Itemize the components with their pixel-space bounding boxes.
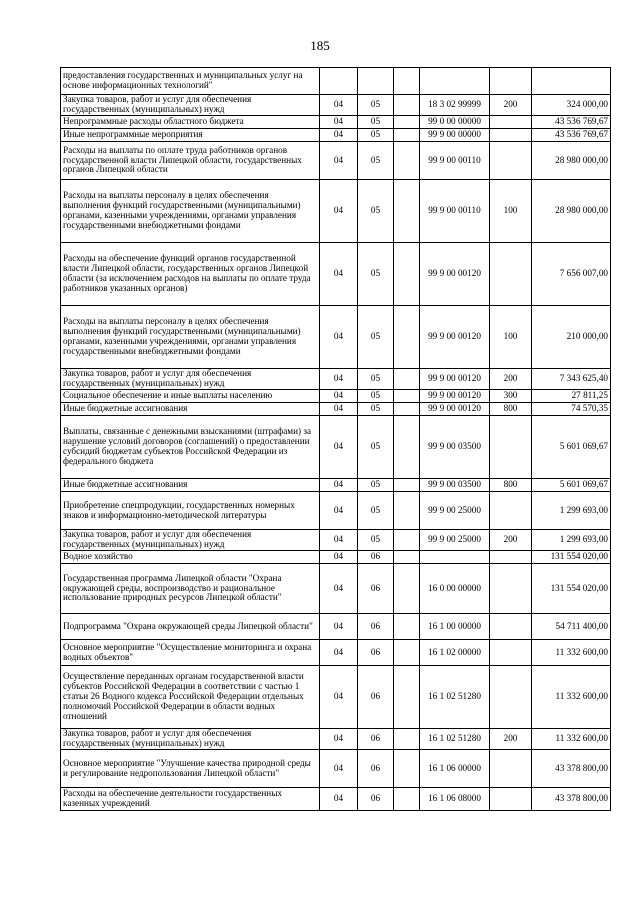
row-expense-type	[490, 640, 532, 666]
row-section-code: 05	[358, 180, 394, 243]
row-expense-type	[490, 116, 532, 129]
row-ved-code: 04	[320, 243, 358, 306]
row-amount: 43 536 769,67	[532, 116, 611, 129]
table-row	[61, 116, 611, 129]
row-name: Закупка товаров, работ и услуг для обеспечения государственных (муниципальных) нужд	[61, 729, 320, 750]
row-ved-code: 04	[320, 750, 358, 788]
row-expense-type	[490, 129, 532, 142]
row-section-code: 05	[358, 243, 394, 306]
row-expense-type	[490, 492, 532, 530]
row-subsection-code	[394, 142, 420, 180]
row-expense-type: 200	[490, 369, 532, 390]
row-name: Расходы на выплаты персоналу в целях обеспечения выполнения функций государственными (муниципальными) органами, казенными учреждениями, органами управления государственными внебюджетными фондами	[61, 306, 320, 369]
row-section-code: 06	[358, 640, 394, 666]
row-subsection-code	[394, 369, 420, 390]
row-expense-type	[490, 788, 532, 811]
row-target-article	[420, 68, 490, 95]
row-target-article: 16 1 06 00000	[420, 750, 490, 788]
row-subsection-code	[394, 729, 420, 750]
row-subsection-code	[394, 564, 420, 614]
row-name: Подпрограмма "Охрана окружающей среды Липецкой области"	[61, 614, 320, 640]
table-row	[61, 243, 611, 306]
row-ved-code: 04	[320, 416, 358, 479]
row-amount: 1 299 693,00	[532, 530, 611, 551]
row-subsection-code	[394, 180, 420, 243]
row-amount: 1 299 693,00	[532, 492, 611, 530]
row-expense-type: 800	[490, 403, 532, 416]
row-expense-type	[490, 750, 532, 788]
row-section-code: 05	[358, 403, 394, 416]
row-target-article: 99 9 00 03500	[420, 479, 490, 492]
row-ved-code: 04	[320, 142, 358, 180]
row-target-article: 16 1 00 00000	[420, 614, 490, 640]
row-subsection-code	[394, 403, 420, 416]
row-amount: 11 332 600,00	[532, 666, 611, 729]
row-ved-code: 04	[320, 306, 358, 369]
table-row	[61, 129, 611, 142]
row-target-article: 99 9 00 00120	[420, 243, 490, 306]
row-target-article: 99 9 00 00000	[420, 129, 490, 142]
row-subsection-code	[394, 788, 420, 811]
table-body	[61, 68, 611, 811]
table-row	[61, 640, 611, 666]
row-amount: 131 554 020,00	[532, 551, 611, 564]
row-name: Расходы на выплаты по оплате труда работников органов государственной власти Липецкой области, государственных органов Липецкой области	[61, 142, 320, 180]
table-row	[61, 95, 611, 116]
row-name: Закупка товаров, работ и услуг для обеспечения государственных (муниципальных) нужд	[61, 530, 320, 551]
table-row	[61, 530, 611, 551]
row-ved-code: 04	[320, 788, 358, 811]
table-row	[61, 390, 611, 403]
row-ved-code: 04	[320, 564, 358, 614]
row-subsection-code	[394, 492, 420, 530]
row-expense-type	[490, 614, 532, 640]
row-target-article: 99 0 00 00000	[420, 116, 490, 129]
row-name: Социальное обеспечение и иные выплаты населению	[61, 390, 320, 403]
row-name: Иные бюджетные ассигнования	[61, 479, 320, 492]
page-number: 185	[310, 38, 330, 53]
row-target-article: 99 9 00 25000	[420, 530, 490, 551]
row-amount: 74 570,35	[532, 403, 611, 416]
row-target-article: 99 9 00 00120	[420, 306, 490, 369]
row-target-article: 99 9 00 00120	[420, 403, 490, 416]
row-section-code: 05	[358, 95, 394, 116]
row-ved-code	[320, 68, 358, 95]
row-ved-code: 04	[320, 479, 358, 492]
row-name: Осуществление переданных органам государственной власти субъектов Российской Федерации в соответствии с частью 1 статьи 26 Водного кодекса Российской Федерации отдельных полномочий Российской Федерации в области водных отношений	[61, 666, 320, 729]
table-row	[61, 180, 611, 243]
row-subsection-code	[394, 750, 420, 788]
row-expense-type	[490, 142, 532, 180]
row-expense-type: 200	[490, 729, 532, 750]
row-subsection-code	[394, 390, 420, 403]
row-expense-type	[490, 243, 532, 306]
row-target-article: 99 9 00 00110	[420, 180, 490, 243]
row-target-article: 18 3 02 99999	[420, 95, 490, 116]
row-name: Выплаты, связанные с денежными взысканиями (штрафами) за нарушение условий договоров (соглашений) о предоставлении субсидий бюджетам субъектов Российской Федерации из федерального бюджета	[61, 416, 320, 479]
table-row	[61, 750, 611, 788]
row-expense-type: 200	[490, 530, 532, 551]
table-row	[61, 403, 611, 416]
row-section-code: 05	[358, 416, 394, 479]
row-target-article: 99 9 00 00120	[420, 390, 490, 403]
row-ved-code: 04	[320, 180, 358, 243]
row-section-code: 05	[358, 369, 394, 390]
table-row	[61, 788, 611, 811]
row-ved-code: 04	[320, 530, 358, 551]
row-subsection-code	[394, 243, 420, 306]
row-name: Иные непрограммные мероприятия	[61, 129, 320, 142]
row-amount	[532, 68, 611, 95]
table-row	[61, 551, 611, 564]
row-section-code: 05	[358, 116, 394, 129]
row-amount: 54 711 400,00	[532, 614, 611, 640]
row-ved-code: 04	[320, 369, 358, 390]
row-target-article: 16 0 00 00000	[420, 564, 490, 614]
row-amount: 7 343 625,40	[532, 369, 611, 390]
table-row	[61, 564, 611, 614]
row-subsection-code	[394, 614, 420, 640]
table-row	[61, 479, 611, 492]
row-subsection-code	[394, 530, 420, 551]
row-section-code: 06	[358, 551, 394, 564]
row-ved-code: 04	[320, 129, 358, 142]
row-amount: 5 601 069,67	[532, 416, 611, 479]
row-expense-type: 800	[490, 479, 532, 492]
row-amount: 324 000,00	[532, 95, 611, 116]
row-section-code: 05	[358, 492, 394, 530]
row-subsection-code	[394, 551, 420, 564]
row-section-code: 05	[358, 129, 394, 142]
row-ved-code: 04	[320, 95, 358, 116]
row-expense-type	[490, 564, 532, 614]
row-name: Водное хозяйство	[61, 551, 320, 564]
row-name: Расходы на выплаты персоналу в целях обеспечения выполнения функций государственными (муниципальными) органами, казенными учреждениями, органами управления государственными внебюджетными фондами	[61, 180, 320, 243]
row-target-article: 16 1 02 51280	[420, 729, 490, 750]
table-row	[61, 614, 611, 640]
row-target-article: 99 9 00 00110	[420, 142, 490, 180]
row-ved-code: 04	[320, 492, 358, 530]
row-amount: 43 536 769,67	[532, 129, 611, 142]
row-ved-code: 04	[320, 390, 358, 403]
row-target-article: 16 1 02 51280	[420, 666, 490, 729]
row-section-code: 06	[358, 614, 394, 640]
row-section-code: 06	[358, 564, 394, 614]
table-row	[61, 68, 611, 95]
row-name: Закупка товаров, работ и услуг для обеспечения государственных (муниципальных) нужд	[61, 369, 320, 390]
row-amount: 11 332 600,00	[532, 729, 611, 750]
row-ved-code: 04	[320, 614, 358, 640]
row-target-article: 99 9 00 03500	[420, 416, 490, 479]
row-ved-code: 04	[320, 640, 358, 666]
row-expense-type	[490, 416, 532, 479]
table-row	[61, 666, 611, 729]
table-row	[61, 729, 611, 750]
row-amount: 7 656 007,00	[532, 243, 611, 306]
row-amount: 28 980 000,00	[532, 180, 611, 243]
row-section-code: 06	[358, 750, 394, 788]
row-name: Закупка товаров, работ и услуг для обеспечения государственных (муниципальных) нужд	[61, 95, 320, 116]
row-name: Расходы на обеспечение деятельности государственных казенных учреждений	[61, 788, 320, 811]
budget-table	[60, 67, 611, 811]
row-amount: 210 000,00	[532, 306, 611, 369]
table-row	[61, 306, 611, 369]
row-name: Расходы на обеспечение функций органов государственной власти Липецкой области, государственных органов Липецкой области (за исключением расходов на выплаты по оплате труда работников указанных органов)	[61, 243, 320, 306]
row-section-code: 06	[358, 666, 394, 729]
row-target-article: 99 9 00 00120	[420, 369, 490, 390]
table-row	[61, 492, 611, 530]
row-expense-type: 100	[490, 180, 532, 243]
row-section-code: 06	[358, 788, 394, 811]
row-amount: 11 332 600,00	[532, 640, 611, 666]
row-subsection-code	[394, 116, 420, 129]
row-ved-code: 04	[320, 116, 358, 129]
row-name: Приобретение спецпродукции, государственных номерных знаков и информационно-методической литературы	[61, 492, 320, 530]
row-amount: 43 378 800,00	[532, 788, 611, 811]
row-amount: 5 601 069,67	[532, 479, 611, 492]
row-ved-code: 04	[320, 729, 358, 750]
row-amount: 131 554 020,00	[532, 564, 611, 614]
row-expense-type	[490, 551, 532, 564]
row-section-code: 05	[358, 390, 394, 403]
row-target-article: 16 1 06 08000	[420, 788, 490, 811]
row-target-article	[420, 551, 490, 564]
row-subsection-code	[394, 416, 420, 479]
row-section-code: 05	[358, 142, 394, 180]
row-amount: 43 378 800,00	[532, 750, 611, 788]
row-name: Непрограммные расходы областного бюджета	[61, 116, 320, 129]
row-expense-type: 100	[490, 306, 532, 369]
row-section-code	[358, 68, 394, 95]
row-subsection-code	[394, 640, 420, 666]
row-ved-code: 04	[320, 403, 358, 416]
row-ved-code: 04	[320, 551, 358, 564]
row-expense-type	[490, 68, 532, 95]
row-subsection-code	[394, 68, 420, 95]
row-target-article: 99 9 00 25000	[420, 492, 490, 530]
row-section-code: 05	[358, 530, 394, 551]
row-ved-code: 04	[320, 666, 358, 729]
row-name: Государственная программа Липецкой области "Охрана окружающей среды, воспроизводство и рациональное использование природных ресурсов Липецкой области"	[61, 564, 320, 614]
table-row	[61, 369, 611, 390]
row-name: Основное мероприятие "Улучшение качества природной среды и регулирование недропользования Липецкой области"	[61, 750, 320, 788]
row-section-code: 06	[358, 729, 394, 750]
row-expense-type: 200	[490, 95, 532, 116]
row-subsection-code	[394, 306, 420, 369]
row-name: Иные бюджетные ассигнования	[61, 403, 320, 416]
row-subsection-code	[394, 95, 420, 116]
row-subsection-code	[394, 129, 420, 142]
row-expense-type	[490, 666, 532, 729]
row-amount: 27 811,25	[532, 390, 611, 403]
row-subsection-code	[394, 666, 420, 729]
row-subsection-code	[394, 479, 420, 492]
row-target-article: 16 1 02 00000	[420, 640, 490, 666]
row-expense-type: 300	[490, 390, 532, 403]
row-name: Основное мероприятие "Осуществление мониторинга и охрана водных объектов"	[61, 640, 320, 666]
row-section-code: 05	[358, 479, 394, 492]
row-name: предоставления государственных и муниципальных услуг на основе информационных технологий"	[61, 68, 320, 95]
row-section-code: 05	[358, 306, 394, 369]
table-row	[61, 142, 611, 180]
table-row	[61, 416, 611, 479]
row-amount: 28 980 000,00	[532, 142, 611, 180]
